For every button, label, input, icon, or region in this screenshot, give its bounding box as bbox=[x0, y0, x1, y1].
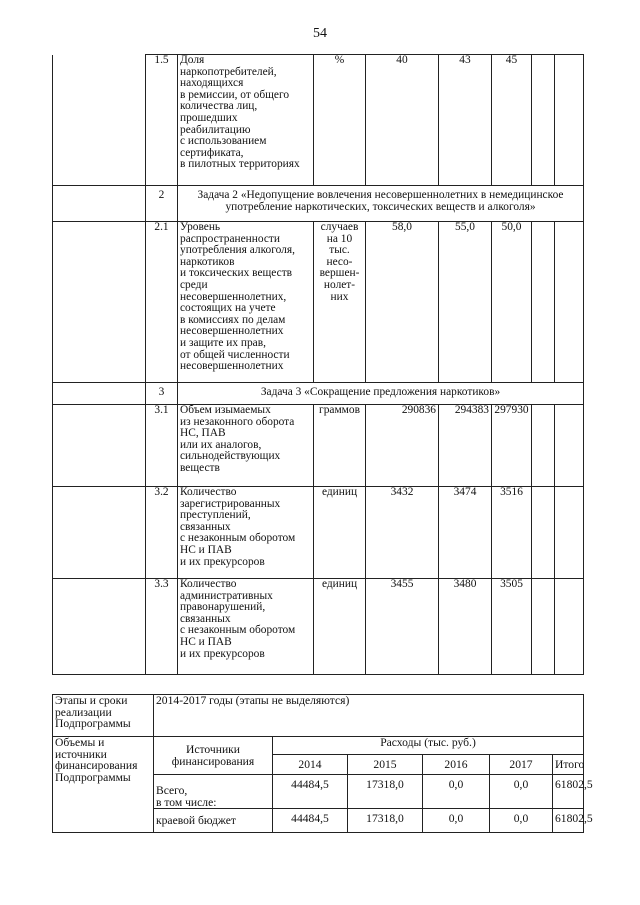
table-row bbox=[53, 55, 584, 186]
value-2014: 290836 bbox=[366, 405, 439, 487]
blank-cell bbox=[53, 579, 146, 675]
value-2015: 294383 bbox=[439, 405, 492, 487]
indicator-unit: граммов bbox=[314, 405, 366, 487]
stages-label: Этапы и сроки реализации Подпрограммы bbox=[53, 695, 154, 737]
indicator-name: Количество административных правонарушений, связанных с незаконным оборотом НС и ПАВ и их прекурсоров bbox=[178, 579, 314, 675]
indicator-unit: % bbox=[314, 55, 366, 186]
stages-value: 2014-2017 годы (этапы не выделяются) bbox=[154, 695, 584, 737]
value-2017 bbox=[532, 405, 555, 487]
sources-header: Источники финансирования bbox=[154, 737, 273, 775]
blank-cell bbox=[53, 55, 146, 186]
value-extra bbox=[555, 405, 584, 487]
year-header: 2017 bbox=[490, 755, 553, 775]
value-2017 bbox=[532, 222, 555, 383]
page-number: 54 bbox=[313, 26, 327, 41]
table-row bbox=[53, 737, 584, 755]
row-number: 1.5 bbox=[146, 55, 178, 186]
row-number: 2.1 bbox=[146, 222, 178, 383]
year-header: 2016 bbox=[423, 755, 490, 775]
value-extra bbox=[555, 579, 584, 675]
amount-cell: 0,0 bbox=[423, 775, 490, 809]
expenses-header: Расходы (тыс. руб.) bbox=[273, 737, 584, 755]
amount-cell: 0,0 bbox=[490, 809, 553, 833]
table-row bbox=[53, 405, 584, 487]
value-2017 bbox=[532, 579, 555, 675]
value-2015: 43 bbox=[439, 55, 492, 186]
value-2014: 3432 bbox=[366, 487, 439, 579]
task-row bbox=[53, 186, 584, 222]
task-number: 3 bbox=[146, 383, 178, 405]
indicator-name: Доля наркопотребителей, находящихся в ремиссии, от общего количества лиц, прошедших реабилитацию с использованием сертификата, в пилотных территориях bbox=[178, 55, 314, 186]
indicator-unit: случаев на 10 тыс. несо- вершен- нолет- них bbox=[314, 222, 366, 383]
total-cell: 61802,5 bbox=[553, 809, 584, 833]
indicator-name: Уровень распространенности употребления алкоголя, наркотиков и токсических веществ среди несовершеннолетних, состоящих на учете в комиссиях по делам несовершеннолетних и защите их прав, от общей численности несовершеннолетних bbox=[178, 222, 314, 383]
value-2017 bbox=[532, 487, 555, 579]
year-header: 2015 bbox=[348, 755, 423, 775]
value-2015: 55,0 bbox=[439, 222, 492, 383]
value-2016: 297930 bbox=[492, 405, 532, 487]
blank-cell bbox=[53, 186, 146, 222]
amount-cell: 0,0 bbox=[490, 775, 553, 809]
indicators-table bbox=[52, 54, 584, 675]
amount-cell: 17318,0 bbox=[348, 775, 423, 809]
value-2015: 3474 bbox=[439, 487, 492, 579]
value-2014: 3455 bbox=[366, 579, 439, 675]
source-name: Всего, в том числе: bbox=[154, 775, 273, 809]
value-2016: 50,0 bbox=[492, 222, 532, 383]
indicator-name: Количество зарегистрированных преступлений, связанных с незаконным оборотом НС и ПАВ и их прекурсоров bbox=[178, 487, 314, 579]
row-number: 3.1 bbox=[146, 405, 178, 487]
amount-cell: 44484,5 bbox=[273, 809, 348, 833]
value-2016: 3516 bbox=[492, 487, 532, 579]
total-header: Итого bbox=[553, 755, 584, 775]
amount-cell: 0,0 bbox=[423, 809, 490, 833]
table-row bbox=[53, 695, 584, 737]
value-extra bbox=[555, 55, 584, 186]
value-2014: 58,0 bbox=[366, 222, 439, 383]
task-title: Задача 3 «Сокращение предложения наркотиков» bbox=[178, 383, 584, 405]
value-2016: 3505 bbox=[492, 579, 532, 675]
value-2015: 3480 bbox=[439, 579, 492, 675]
task-number: 2 bbox=[146, 186, 178, 222]
year-header: 2014 bbox=[273, 755, 348, 775]
amount-cell: 17318,0 bbox=[348, 809, 423, 833]
task-title: Задача 2 «Недопущение вовлечения несовершеннолетних в немедицинское употребление наркотических, токсических веществ и алкоголя» bbox=[178, 186, 584, 222]
row-number: 3.3 bbox=[146, 579, 178, 675]
finance-label: Объемы и источники финансирования Подпрограммы bbox=[53, 737, 154, 833]
value-2016: 45 bbox=[492, 55, 532, 186]
source-name: краевой бюджет bbox=[154, 809, 273, 833]
blank-cell bbox=[53, 405, 146, 487]
passport-table bbox=[52, 694, 593, 833]
row-number: 3.2 bbox=[146, 487, 178, 579]
amount-cell: 44484,5 bbox=[273, 775, 348, 809]
value-extra bbox=[555, 222, 584, 383]
value-2017 bbox=[532, 55, 555, 186]
value-extra bbox=[555, 487, 584, 579]
blank-cell bbox=[53, 487, 146, 579]
total-cell: 61802,5 bbox=[553, 775, 584, 809]
blank-cell bbox=[53, 383, 146, 405]
indicator-name: Объем изымаемых из незаконного оборота НС, ПАВ или их аналогов, сильнодействующих веществ bbox=[178, 405, 314, 487]
table-row bbox=[53, 487, 584, 579]
value-2014: 40 bbox=[366, 55, 439, 186]
task-row bbox=[53, 383, 584, 405]
indicator-unit: единиц bbox=[314, 579, 366, 675]
table-row bbox=[53, 579, 584, 675]
table-row bbox=[53, 222, 584, 383]
indicator-unit: единиц bbox=[314, 487, 366, 579]
blank-cell bbox=[53, 222, 146, 383]
